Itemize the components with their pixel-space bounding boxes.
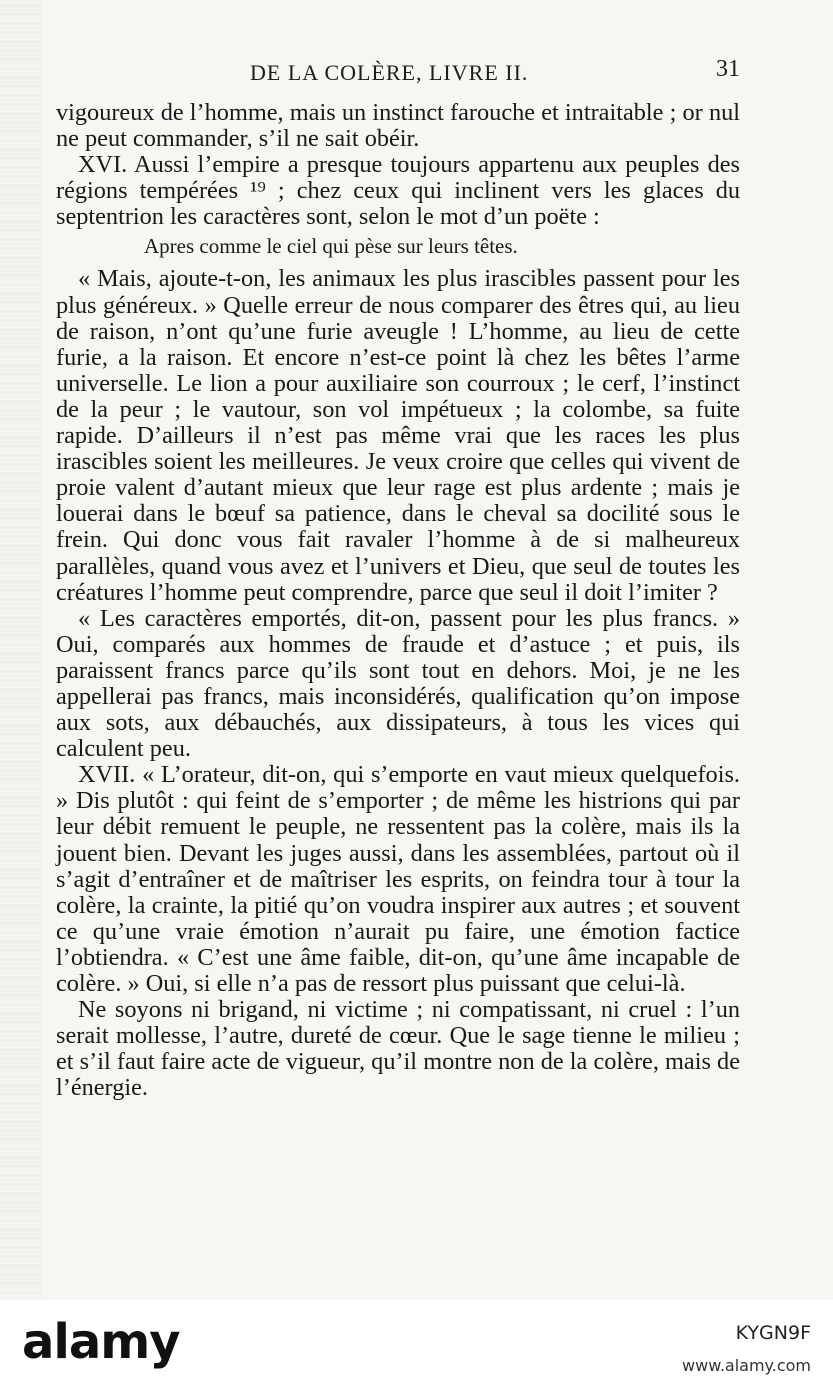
page-edge-speckle: [0, 0, 42, 1300]
paragraph-xvi: XVI. Aussi l’empire a presque toujours appartenu aux peuples des régions tempérées ¹⁹ ; chez ceux qui inclinent vers les glaces du septentrion les caractères sont, selon le mot d’un poëte :: [56, 151, 740, 231]
body-text: [56, 100, 740, 1101]
paragraph-continuation: vigoureux de l’homme, mais un instinct farouche et intraitable ; or nul ne peut commander, s’il ne sait obéir.: [56, 99, 740, 153]
stock-footer: [0, 1300, 833, 1390]
paragraph-xvii: XVII. « L’orateur, dit-on, qui s’emporte en vaut mieux quelquefois. » Dis plutôt : qui feint de s’emporter ; de même les histrions qui par leur débit remuent le peuple, ne ressentent pas la colère, mais ils la jouent bien. Devant les juges aussi, dans les assemblées, partout où il s’agit d’entraîner et de maîtriser les esprits, on feindra tour à tour la colère, la crainte, la pitié qu’on voudra inspirer aux autres ; et souvent ce qu’une vraie émotion n’aurait pu faire, une émotion factice l’obtiendra. « C’est une âme faible, dit-on, qu’une âme incapable de colère. » Oui, si elle n’a pas de ressort plus puissant que celui-là.: [56, 761, 740, 997]
page-header: [60, 56, 740, 90]
image-id: KYGN9F: [735, 1322, 811, 1344]
alamy-logo: alamy: [22, 1314, 180, 1370]
stock-url: www.alamy.com: [682, 1356, 811, 1375]
running-head: DE LA COLÈRE, LIVRE II.: [250, 60, 529, 85]
paragraph-frank-characters: « Les caractères emportés, dit-on, passent pour les plus francs. » Oui, comparés aux hommes de fraude et d’astuce ; et puis, ils paraissent francs parce qu’ils sont tout en dehors. Moi, je ne les appellerai pas francs, mais inconsidérés, qualification qu’on impose aux sots, aux débauchés, aux dissipateurs, à tous les vices qui calculent peu.: [56, 604, 740, 763]
paragraph-animals: « Mais, ajoute-t-on, les animaux les plus irascibles passent pour les plus généreux. » Quelle erreur de nous comparer des êtres qui, au lieu de raison, n’ont qu’une furie aveugle ! L’homme, au lieu de cette furie, a la raison. Et encore n’est-ce point là chez les bêtes l’arme universelle. Le lion a pour auxiliaire son courroux ; le cerf, l’instinct de la peur ; le vautour, son vol impétueux ; la colombe, sa fuite rapide. D’ailleurs il n’est pas même vrai que les races les plus irascibles soient les meilleures. Je veux croire que celles qui vivent de proie valent d’autant mieux que leur rage est plus ardente ; mais je louerai dans le bœuf sa patience, dans le cheval sa docilité sous le frein. Qui donc vous fait ravaler l’homme à de si malheureux parallèles, quand vous avez et l’univers et Dieu, que seul de toutes les créatures l’homme peut comprendre, parce que seul il doit l’imiter ?: [56, 265, 740, 606]
page-number: 31: [716, 56, 740, 82]
paragraph-conclusion: Ne soyons ni brigand, ni victime ; ni compatissant, ni cruel : l’un serait mollesse, l’autre, dureté de cœur. Que le sage tienne le milieu ; et s’il faut faire acte de vigueur, qu’il montre non de la colère, mais de l’énergie.: [56, 996, 740, 1102]
verse-quote: Apres comme le ciel qui pèse sur leurs têtes.: [144, 234, 518, 259]
